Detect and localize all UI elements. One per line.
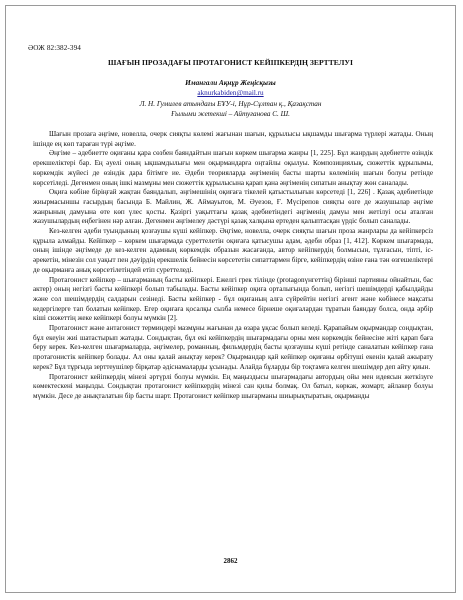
body-paragraph: Протагонист және антагонист терминдері мазмұны жағынан да өзара ұқсас болып келеді. Қарапайым оқырмандар сондықтан, бұл екеуін жиі шатастырып жатады. Сондықтан, бұл екі кейіпкердің шығармадағы орны мен көркемдік бейнесіне жіті қарап баға беру керек. Кез-келген шығармаларда, әңгімелер, романның, фильмдердің басты қозғаушы күші ретінде саналатын кейіпкер ғана протагонистік кейіпкер болады. Ал оны қалай анықтау керек? Оқырмандар қай кейіпкер оқиғаны өрбітуші екенін қалай ажырату керек? Бұл тұрғыда зерттеушілер бірқатар әдіснамаларды ұсынады. Алайда бұларды бір тоқтамға келген шешімдер деп айту қиын. — [33, 324, 433, 371]
page-number: 2862 — [223, 557, 238, 565]
affiliation: Л. Н. Гумилев атындағы ЕҰУ-і, Нұр-Сұлтан қ., Қазақстан — [139, 100, 322, 108]
body-paragraph: Шағын прозаға әңгіме, новелла, очерк сияқты көлемі жағынан шағын, құрылысы ықшамды шығарма түрлері жатады. Оның ішінде ең көп тараған түрі әңгіме. — [33, 130, 433, 148]
scientific-advisor: Ғылыми жетекші – Айтуғанова С. Ш. — [171, 110, 290, 118]
body-paragraph: Протагонист кейіпкер – шығарманың басты кейіпкері. Ежелгі грек тілінде (protagonүнгеттің) бірінші партияны ойнайтын, бас актер) оның негізгі басты кейіпкері болып табылады. Басты кейіпкер оқиға орталығында болып, негізгі шешімдерді қабылдайды және сол шешімдердің салдарын сезінеді. Басты кейіпкер - бұл оқиғаның алға сүйрейтін негізгі агент және көбінесе мақсаты кедергілерге тап болатын кейіпкер. Егер оқиғаға қосалқы сызба немесе бірнеше оқиғалардан тұратын баяндау болса, онда әрбір кіші сюжеттің жеке кейіпкері болуы мүмкін [2]. — [33, 275, 433, 323]
document-page — [5, 5, 456, 593]
udc-code: ӘОЖ 82:382-394 — [28, 44, 81, 52]
body-paragraph: Протагонист кейіпкердің мінезі әртүрлі болуы мүмкін. Ең маңыздысы шығармадағы автордың ойы мен идеясын жеткізуге көмектескені маңызды. Сондықтан протагонист кейіпкердің мінезі сан қилы болмақ. Ол батыл, көркак, жомарт, айлакер болуы мүмкін. Десе де анықталатын бір басты шарт. Протагонист кейіпкер шығарманы шиырықтыратын, оқырманды — [33, 372, 433, 400]
article-title: ШАҒЫН ПРОЗАДАҒЫ ПРОТАГОНИСТ КЕЙІПКЕРДІҢ ЗЕРТТЕЛУІ — [108, 58, 353, 67]
body-paragraph: Кез-келген әдеби туындының қозғаушы күші кейіпкер. Әңгіме, новелла, очерк сияқты шағын проза жанрлары да кейіпкерсіз құрыла алмайды. Кейіпкер – көркем шығармада суреттелетін оқиғаға қатысушы адам, әдеби образ [1, 412]. Көркем шығармада, оның ішінде әңгімеде де кез-келген адамның көркемдік образын жасағанда, автор кейіпкердің болмысын, тұлғасын, тіпті, іс-әрекетін, мінезін сол уақыт пен дәуірдің ерекшелік бейнесін көрсететін сипаттармен бірге, кейіпкердің өзіне ғана тән өзгешеліктері де оқырманға анық көрсетілетіндей етіп суреттеледі. — [33, 227, 433, 274]
body-paragraph: Әңгіме – әдебиетте оқиғаны қара сөзбен баяндайтын шағын көркем шығарма жанры [1, 225]. Бұл жанрдың әдебиетте өзіндік ерекшеліктері бар. Ең әуелі оның ықшамдылығы мен оқырмандарға оңтайлы оқылуы. Композициялық, сюжеттік құрылымы, көркемдік жүйесі де өзіндік дара бітімге ие. Әдеби теорияларда әңгіменің басты шарты көлемінің шағын болуы ретінде көрсетіледі. Дегенмен оның ішкі мазмұны мен сюжеттік құрылысына қарап қана әңгіменің сипатын анықтау жөн саналады. — [33, 149, 433, 187]
author-name: Имангали Ақнұр Жеңісқызы — [185, 79, 276, 87]
body-paragraph: Оқиға көбіне біріңғай жақтан баяндалып, әңгімешінің оқиғаға тікелей қатыстылығын көрсетеді [1, 226] . Қазақ әдебиетінде жиырмасыншы ғасырдың басында Б. Майлин, Ж. Аймауытов, М. Әуезов, Ғ. Мүсірепов сияқты өзге де жазушылар әңгіме жанрының дамуына өте көп үлес қосты. Қазіргі уақыттағы қазақ әдебиетіндегі әңгіменің дамуы мен жетілуі осы аталған жазушылардың еңбегінен нәр алған. Дегенмен әңгімелеу дәстүрі қазақ халқына ертеден қалыптасқан үрдіс болып саналады. — [33, 188, 433, 226]
article-body — [33, 130, 433, 402]
author-email-link[interactable]: aknurkabiden@mail.ru — [197, 89, 264, 97]
